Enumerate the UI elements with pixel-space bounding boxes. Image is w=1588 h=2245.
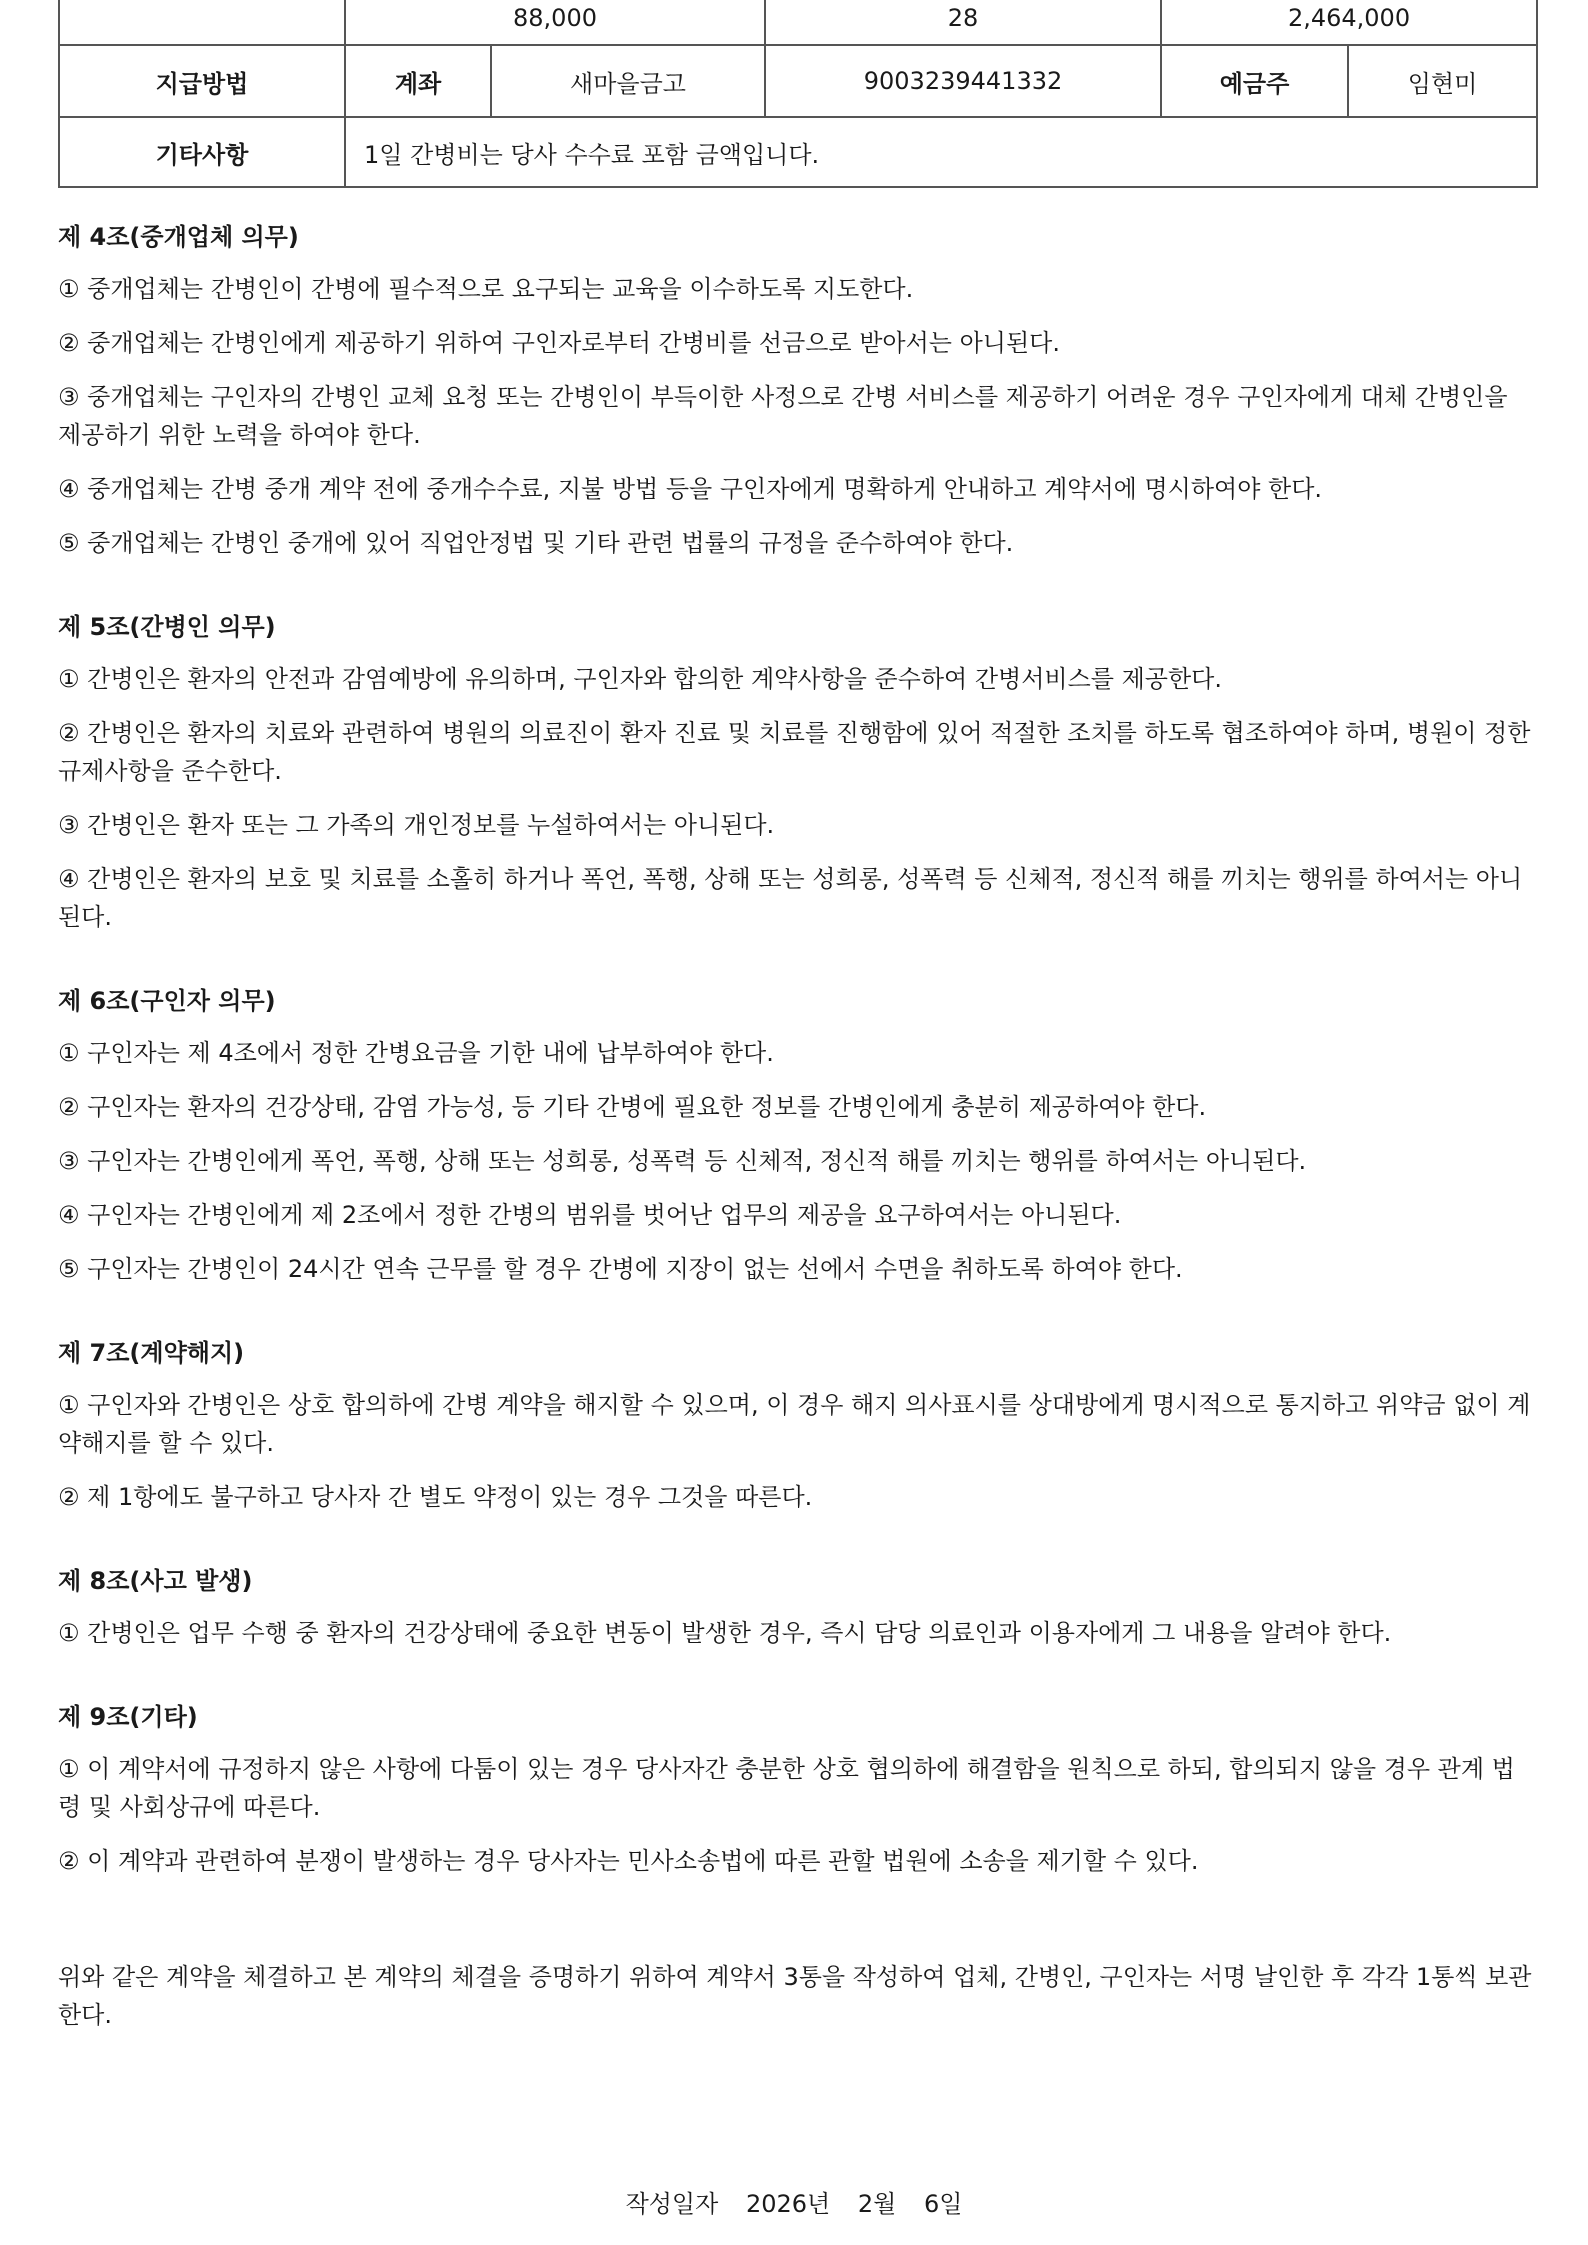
article-clause: ① 간병인은 환자의 안전과 감염예방에 유의하며, 구인자와 합의한 계약사항을 준수하여 간병서비스를 제공한다. — [58, 665, 1222, 693]
payment-method-type: 계좌 — [345, 45, 491, 117]
article-clause: ② 간병인은 환자의 치료와 관련하여 병원의 의료진이 환자 진료 및 치료를 진행함에 있어 적절한 조치를 하도록 협조하여야 하며, 병원이 정한 규제사항을 준수한다. — [58, 719, 1531, 785]
article-clause: ⑤ 구인자는 간병인이 24시간 연속 근무를 할 경우 간병에 지장이 없는 선에서 수면을 취하도록 하여야 한다. — [58, 1255, 1183, 1283]
article-6 — [58, 982, 1536, 1288]
date-year: 2026년 — [745, 2190, 831, 2218]
payment-table — [58, 0, 1538, 188]
care-days: 28 — [765, 0, 1161, 45]
article-title: 제 4조(중개업체 의무) — [58, 223, 299, 251]
bank-name: 새마을금고 — [491, 45, 765, 117]
article-clause: ① 간병인은 업무 수행 중 환자의 건강상태에 중요한 변동이 발생한 경우, 즉시 담당 의료인과 이용자에게 그 내용을 알려야 한다. — [58, 1619, 1392, 1647]
article-clause: ③ 구인자는 간병인에게 폭언, 폭행, 상해 또는 성희롱, 성폭력 등 신체적, 정신적 해를 끼치는 행위를 하여서는 아니된다. — [58, 1147, 1307, 1175]
account-holder-label: 예금주 — [1161, 45, 1348, 117]
article-title: 제 7조(계약해지) — [58, 1339, 245, 1367]
date-day: 6일 — [923, 2190, 963, 2218]
date-line — [0, 2185, 1588, 2223]
total-care-fee: 2,464,000 — [1161, 0, 1537, 45]
closing-statement: 위와 같은 계약을 체결하고 본 계약의 체결을 증명하기 위하여 계약서 3통을 작성하여 업체, 간병인, 구인자는 서명 날인한 후 각각 1통씩 보관한다. — [58, 1963, 1532, 2029]
account-number: 9003239441332 — [765, 45, 1161, 117]
contract-articles — [58, 218, 1536, 2058]
article-title: 제 5조(간병인 의무) — [58, 613, 276, 641]
article-title: 제 9조(기타) — [58, 1703, 198, 1731]
article-clause: ③ 간병인은 환자 또는 그 가족의 개인정보를 누설하여서는 아니된다. — [58, 811, 775, 839]
daily-care-fee: 88,000 — [345, 0, 765, 45]
payment-method-label: 지급방법 — [59, 45, 345, 117]
article-clause: ③ 중개업체는 구인자의 간병인 교체 요청 또는 간병인이 부득이한 사정으로 간병 서비스를 제공하기 어려운 경우 구인자에게 대체 간병인을 제공하기 위한 노력을 하여야 한다. — [58, 383, 1508, 449]
article-clause: ④ 간병인은 환자의 보호 및 치료를 소홀히 하거나 폭언, 폭행, 상해 또는 성희롱, 성폭력 등 신체적, 정신적 해를 끼치는 행위를 하여서는 아니된다. — [58, 865, 1523, 931]
article-7 — [58, 1334, 1536, 1516]
article-clause: ② 구인자는 환자의 건강상태, 감염 가능성, 등 기타 간병에 필요한 정보를 간병인에게 충분히 제공하여야 한다. — [58, 1093, 1207, 1121]
article-8 — [58, 1562, 1536, 1652]
article-clause: ① 중개업체는 간병인이 간병에 필수적으로 요구되는 교육을 이수하도록 지도한다. — [58, 275, 914, 303]
article-clause: ① 구인자는 제 4조에서 정한 간병요금을 기한 내에 납부하여야 한다. — [58, 1039, 774, 1067]
article-clause: ④ 구인자는 간병인에게 제 2조에서 정한 간병의 범위를 벗어난 업무의 제공을 요구하여서는 아니된다. — [58, 1201, 1122, 1229]
article-clause: ④ 중개업체는 간병 중개 계약 전에 중개수수료, 지불 방법 등을 구인자에게 명확하게 안내하고 계약서에 명시하여야 한다. — [58, 475, 1323, 503]
account-holder-name: 임현미 — [1348, 45, 1537, 117]
remarks-row — [59, 117, 1537, 187]
payment-amount-row — [59, 0, 1537, 45]
remarks-text: 1일 간병비는 당사 수수료 포함 금액입니다. — [345, 117, 1537, 187]
remarks-label: 기타사항 — [59, 117, 345, 187]
article-clause: ⑤ 중개업체는 간병인 중개에 있어 직업안정법 및 기타 관련 법률의 규정을 준수하여야 한다. — [58, 529, 1014, 557]
article-clause: ② 중개업체는 간병인에게 제공하기 위하여 구인자로부터 간병비를 선금으로 받아서는 아니된다. — [58, 329, 1060, 357]
date-label: 작성일자 — [625, 2190, 719, 2218]
payment-method-row — [59, 45, 1537, 117]
article-title: 제 8조(사고 발생) — [58, 1567, 253, 1595]
article-title: 제 6조(구인자 의무) — [58, 987, 276, 1015]
article-clause: ② 제 1항에도 불구하고 당사자 간 별도 약정이 있는 경우 그것을 따른다. — [58, 1483, 813, 1511]
article-5 — [58, 608, 1536, 936]
article-clause: ② 이 계약과 관련하여 분쟁이 발생하는 경우 당사자는 민사소송법에 따른 관할 법원에 소송을 제기할 수 있다. — [58, 1847, 1199, 1875]
amount-row-blank-cell — [59, 0, 345, 45]
article-9 — [58, 1698, 1536, 1880]
article-clause: ① 이 계약서에 규정하지 않은 사항에 다툼이 있는 경우 당사자간 충분한 상호 협의하에 해결함을 원칙으로 하되, 합의되지 않을 경우 관계 법령 및 사회상규에 따른다. — [58, 1755, 1515, 1821]
article-4 — [58, 218, 1536, 562]
date-month: 2월 — [857, 2190, 897, 2218]
article-clause: ① 구인자와 간병인은 상호 합의하에 간병 계약을 해지할 수 있으며, 이 경우 해지 의사표시를 상대방에게 명시적으로 통지하고 위약금 없이 계약해지를 할 수 있다. — [58, 1391, 1531, 1457]
